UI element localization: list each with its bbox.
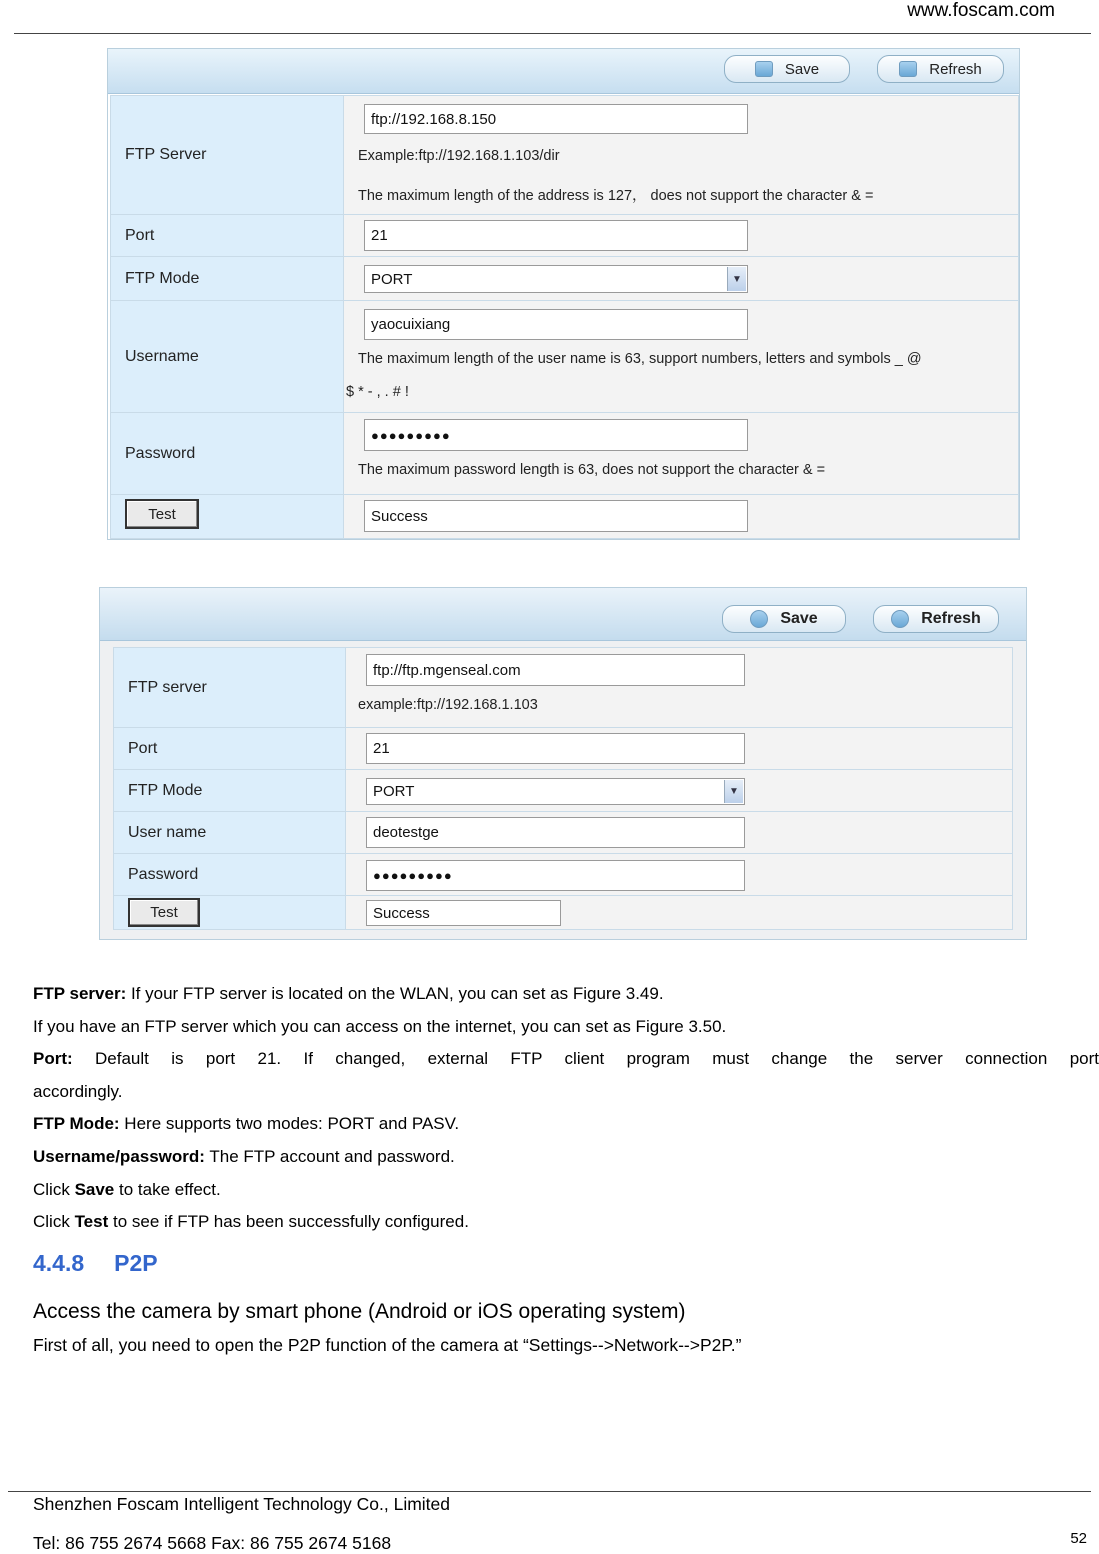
ftp-server-note: The maximum length of the address is 127， does not support the character & = (358, 188, 874, 204)
password-note: The maximum password length is 63, does not support the character & = (358, 462, 826, 478)
description (33, 978, 1099, 1239)
username-note-symbols: $ * - , . # ! (346, 384, 409, 400)
username-label: User name (114, 812, 346, 854)
para-port-cont: accordingly. (33, 1081, 123, 1101)
header-divider (14, 33, 1091, 34)
ftp-settings-panel-internet (99, 587, 1027, 940)
save-label: Save (780, 610, 818, 627)
refresh-icon (891, 610, 909, 628)
save-label: Save (784, 60, 820, 78)
footer-company: Shenzhen Foscam Intelligent Technology Co., Limited (33, 1494, 451, 1514)
save-icon (750, 610, 768, 628)
test-result-field: Success (364, 500, 748, 532)
ftp-mode-label: FTP Mode (111, 257, 344, 301)
section-lead: Access the camera by smart phone (Android or iOS operating system) (33, 1300, 686, 1323)
password-input[interactable]: ●●●●●●●●● (366, 860, 745, 891)
test-cell (111, 495, 344, 539)
section-number: 4.4.8 (33, 1250, 85, 1276)
username-label: Username (111, 301, 344, 413)
port-label: Port (114, 728, 346, 770)
test-button[interactable]: Test (125, 499, 199, 529)
test-button[interactable]: Test (128, 898, 200, 927)
username-input[interactable]: deotestge (366, 817, 745, 848)
para-ftp-mode: FTP Mode: Here supports two modes: PORT and PASV. (33, 1114, 460, 1134)
test-result-field: Success (366, 900, 561, 926)
ftp-server-label: FTP Server (111, 96, 344, 215)
save-button[interactable] (724, 55, 850, 83)
para-click-save: Click Save to take effect. (33, 1179, 221, 1199)
port-label: Port (111, 215, 344, 257)
para-port: Port: Default is port 21. If changed, external FTP client program must change the server connection port (33, 1049, 1099, 1069)
ftp-settings-panel-lan (107, 48, 1020, 540)
ftp-mode-value: PORT (373, 783, 415, 800)
refresh-label: Refresh (921, 610, 981, 627)
test-cell (114, 896, 346, 930)
para-ftp-server: FTP server: If your FTP server is located on the WLAN, you can set as Figure 3.49. (33, 984, 664, 1003)
password-input[interactable]: ●●●●●●●●● (364, 419, 748, 451)
section-heading (33, 1250, 158, 1277)
port-input[interactable]: 21 (366, 733, 745, 764)
ftp-server-example: example:ftp://192.168.1.103 (358, 697, 538, 713)
port-input[interactable]: 21 (364, 220, 748, 251)
refresh-icon (899, 61, 917, 77)
refresh-label: Refresh (929, 60, 982, 78)
ftp-form (110, 95, 1019, 539)
para-click-test: Click Test to see if FTP has been successfully configured. (33, 1212, 469, 1232)
footer-contact: Tel: 86 755 2674 5668 Fax: 86 755 2674 5168 (33, 1533, 392, 1553)
ftp-server-input[interactable]: ftp://ftp.mgenseal.com (366, 654, 745, 686)
para-internet: If you have an FTP server which you can access on the internet, you can set as Figure 3.50. (33, 1016, 727, 1036)
footer-divider (8, 1491, 1091, 1492)
chevron-down-icon: ▼ (724, 780, 743, 803)
ftp-server-label: FTP server (114, 648, 346, 728)
page-number: 52 (1070, 1530, 1087, 1547)
section-title: P2P (114, 1250, 158, 1276)
ftp-server-input[interactable]: ftp://192.168.8.150 (364, 104, 748, 134)
ftp-server-example: Example:ftp://192.168.1.103/dir (358, 148, 560, 164)
password-label: Password (114, 854, 346, 896)
ftp-form (113, 647, 1013, 930)
refresh-button[interactable] (877, 55, 1004, 83)
ftp-mode-value: PORT (371, 270, 413, 288)
password-label: Password (111, 413, 344, 495)
section-intro: First of all, you need to open the P2P function of the camera at “Settings-->Network-->P2P.” (33, 1335, 742, 1355)
username-input[interactable]: yaocuixiang (364, 309, 748, 340)
save-button[interactable] (722, 605, 846, 633)
ftp-mode-label: FTP Mode (114, 770, 346, 812)
chevron-down-icon: ▼ (727, 267, 746, 291)
save-icon (755, 61, 773, 77)
para-username-password: Username/password: The FTP account and password. (33, 1146, 455, 1166)
header-url: www.foscam.com (907, 0, 1055, 21)
ftp-mode-select[interactable] (364, 265, 748, 293)
refresh-button[interactable] (873, 605, 999, 633)
username-note: The maximum length of the user name is 63, support numbers, letters and symbols _ @ (358, 351, 922, 367)
ftp-mode-select[interactable] (366, 778, 745, 805)
